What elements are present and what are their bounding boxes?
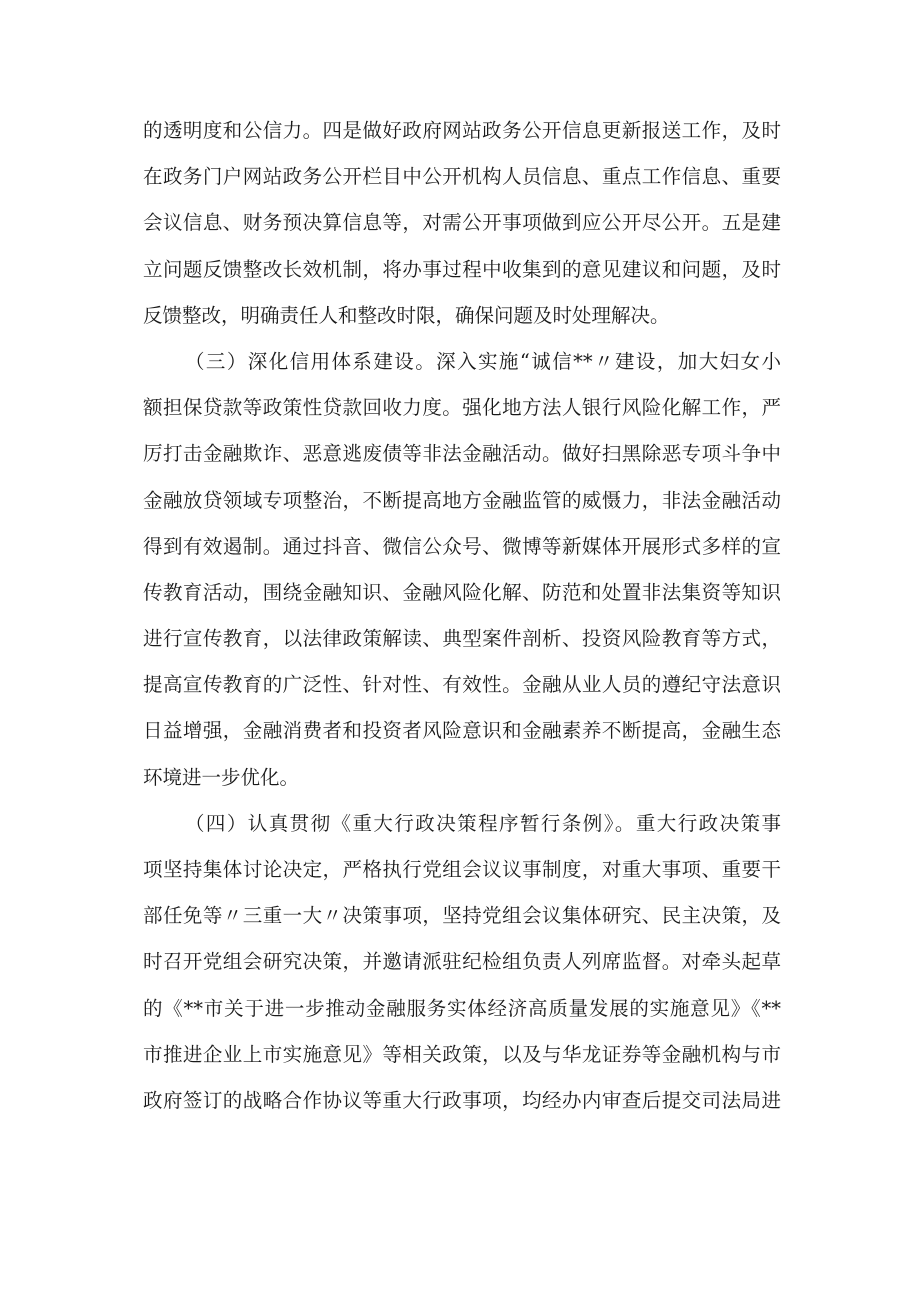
- text-line: 在政务门户网站政务公开栏目中公开机构人员信息、重点工作信息、重要: [143, 165, 781, 189]
- text-line: 提高宣传教育的广泛性、针对性、有效性。金融从业人员的遵纪守法意识: [143, 673, 781, 697]
- section-heading-line: （四）认真贯彻《重大行政决策程序暂行条例》。重大行政决策事: [185, 811, 781, 835]
- text-line: 立问题反馈整改长效机制，将办事过程中收集到的意见建议和问题，及时: [143, 257, 781, 281]
- text-line: 市推进企业上市实施意见》等相关政策，以及与华龙证券等金融机构与市: [143, 1042, 781, 1066]
- text-line: 额担保贷款等政策性贷款回收力度。强化地方法人银行风险化解工作，严: [143, 396, 781, 420]
- text-line: 部任免等〃三重一大〃决策事项，坚持党组会议集体研究、民主决策，及: [143, 904, 781, 928]
- text-line: 政府签订的战略合作协议等重大行政事项，均经办内审查后提交司法局进: [143, 1088, 781, 1112]
- text-line: 反馈整改，明确责任人和整改时限，确保问题及时处理解决。: [143, 303, 670, 327]
- text-line: 的透明度和公信力。四是做好政府网站政务公开信息更新报送工作，及时: [143, 119, 781, 142]
- text-line: 时召开党组会研究决策，并邀请派驻纪检组负责人列席监督。对牵头起草: [143, 950, 781, 974]
- text-line: 厉打击金融欺诈、恶意逃废债等非法金融活动。做好扫黑除恶专项斗争中: [143, 442, 781, 466]
- text-line: 项坚持集体讨论决定，严格执行党组会议议事制度，对重大事项、重要干: [143, 858, 781, 881]
- text-line: 日益增强，金融消费者和投资者风险意识和金融素养不断提高，金融生态: [143, 719, 781, 743]
- text-line: 金融放贷领域专项整治，不断提高地方金融监管的威慑力，非法金融活动: [143, 488, 781, 512]
- text-line: 传教育活动，围绕金融知识、金融风险化解、防范和处置非法集资等知识: [143, 580, 781, 604]
- text-line: 进行宣传教育，以法律政策解读、典型案件剖析、投资风险教育等方式，: [143, 627, 781, 651]
- text-line: 会议信息、财务预决算信息等，对需公开事项做到应公开尽公开。五是建: [143, 211, 781, 235]
- text-line: 环境进一步优化。: [143, 765, 300, 789]
- document-body: [143, 108, 781, 1124]
- section-heading-line: （三）深化信用体系建设。深入实施“诚信**〃建设，加大妇女小: [185, 349, 781, 373]
- text-line: 得到有效遏制。通过抖音、微信公众号、微博等新媒体开展形式多样的宣: [143, 534, 781, 558]
- text-line: 的《**市关于进一步推动金融服务实体经济高质量发展的实施意见》《**: [143, 996, 781, 1020]
